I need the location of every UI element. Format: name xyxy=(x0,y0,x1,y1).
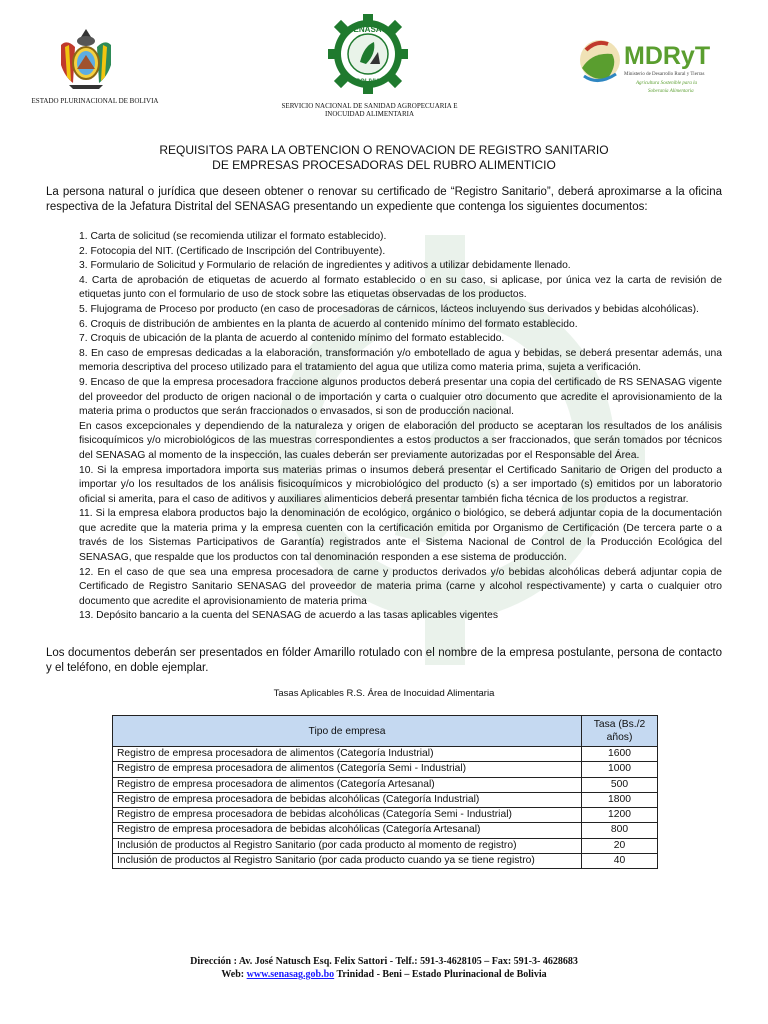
list-item: 4. Carta de aprobación de etiquetas de acuerdo al formato establecido o en su caso, si aplicase, por única vez la carta de revisión de etiquetas junto con el formulario de uso de stock sobre las etiquetas observadas de los productos. xyxy=(79,274,722,301)
table-row xyxy=(113,854,658,869)
list-item: 10. Si la empresa importadora importa sus materias primas o insumos deberá presentar el Certificado Sanitario de Origen del producto a importar y/o los resultados de los análisis fisicoquímicos y microbiológico del producto (s) a ser importado (s) emitidos por un laboratorio oficial si amerita, para el caso de aditivos y auxiliares alimenticios deberá presentar también ficha técnica de los productos a registrar. xyxy=(79,464,722,505)
mdryt-name: MDRyT xyxy=(624,42,711,70)
list-item: 8. En caso de empresas dedicadas a la elaboración, transformación y/o embotellado de agua y bebidas, se deberá presentar además, una memoria descriptiva del proceso utilizado para el tratamiento del agua que utiliza como materia prima, sujeta a verificación. xyxy=(79,347,722,374)
table-row xyxy=(113,777,658,792)
column-header-fee: Tasa (Bs./2 años) xyxy=(582,716,658,747)
table-caption: Tasas Aplicables R.S. Área de Inocuidad Alimentaria xyxy=(273,688,495,699)
document-title-line1: REQUISITOS PARA LA OBTENCION O RENOVACION DE REGISTRO SANITARIO xyxy=(159,143,609,157)
mdryt-ministry: Ministerio de Desarrollo Rural y Tierras xyxy=(624,72,705,77)
list-item: 11. Si la empresa elabora productos bajo la denominación de ecológico, orgánico o biológico, se deberá adjuntar copia de la documentación que acredite que la materia prima y la empresa cuenten con la certificación emitida por Organismo de Certificación (De tercera parte o a través de los Sistemas Participativos de Garantía) registrados ante el Sistema Nacional de Control de la Producción Ecológica del SENASAG, que respalde que los productos con tal denominación responden a ese sistema de producción. xyxy=(79,508,722,564)
document-header xyxy=(0,0,768,125)
cell-fee: 1800 xyxy=(582,792,658,807)
senasag-logo xyxy=(326,12,410,96)
cell-type: Inclusión de productos al Registro Sanitario (por cada producto al momento de registro) xyxy=(113,838,582,853)
list-item: En casos excepcionales y dependiendo de la naturaleza y origen de elaboración del producto se aceptaran los resultados de los análisis fisicoquímicos y/o microbiológicos de las muestras correspondientes a estos productos a ser fraccionados, que serán tomados por técnicos del SENASAG al momento de la inspección, las cuales deberán ser previamente autorizadas por el Responsable del Área. xyxy=(79,420,722,461)
mdryt-logo xyxy=(578,30,738,102)
mdryt-slogan-2: Soberanía Alimentaria xyxy=(648,89,694,94)
senasag-logo-text: SENASAG xyxy=(348,25,388,34)
cell-fee: 500 xyxy=(582,777,658,792)
state-caption: ESTADO PLURINACIONAL DE BOLIVIA xyxy=(31,97,159,105)
list-item: 2. Fotocopia del NIT. (Certificado de Inscripción del Contribuyente). xyxy=(79,245,386,257)
cell-type: Registro de empresa procesadora de alimentos (Categoría Industrial) xyxy=(113,747,582,762)
table-header-row xyxy=(113,716,658,747)
column-header-type: Tipo de empresa xyxy=(113,716,582,747)
list-item: 6. Croquis de distribución de ambientes en la planta de acuerdo al contenido mínimo del formato establecido. xyxy=(79,318,578,330)
document-title-line2: DE EMPRESAS PROCESADORAS DEL RUBRO ALIMENTICIO xyxy=(212,158,556,172)
footer-location: Trinidad - Beni – Estado Plurinacional de Bolivia xyxy=(334,969,547,980)
cell-fee: 20 xyxy=(582,838,658,853)
list-item: 13. Depósito bancario a la cuenta del SENASAG de acuerdo a las tasas aplicables vigentes xyxy=(79,610,498,622)
cell-type: Registro de empresa procesadora de alimentos (Categoría Artesanal) xyxy=(113,777,582,792)
intro-paragraph: La persona natural o jurídica que deseen obtener o renovar su certificado de “Registro Sanitario”, deberá aproximarse a la oficina respectiva de la Jefatura Distrital del SENASAG presentando un expediente que contenga los siguientes documentos: xyxy=(46,186,722,213)
footer-address: Dirección : Av. José Natusch Esq. Felix Sattori - Telf.: 591-3-4628105 – Fax: 591-3- 4628683 xyxy=(190,956,578,967)
website-link[interactable]: www.senasag.gob.bo xyxy=(246,969,335,980)
bolivia-coat-of-arms-icon xyxy=(55,25,117,93)
list-item: 3. Formulario de Solicitud y Formulario de relación de ingredientes y aditivos a utilizar debidamente llenado. xyxy=(79,260,571,272)
footer-web-label: Web: xyxy=(221,969,245,980)
senasag-caption-line1: SERVICIO NACIONAL DE SANIDAD AGROPECUARIA E xyxy=(281,102,458,110)
footer-web-line xyxy=(0,969,768,980)
senasag-caption xyxy=(262,102,477,118)
cell-fee: 1000 xyxy=(582,762,658,777)
table-row xyxy=(113,823,658,838)
list-item: 12. En el caso de que sea una empresa procesadora de carne y productos derivados y/o bebidas alcohólicas deberá adjuntar copia de Certificado de Registro Sanitario SENASAG del proveedor de materia prima (carne y alcohol respectivamente) y carta o cualquier otro documento que acredite el aprovisionamiento de materia prima xyxy=(79,566,722,607)
list-item: 1. Carta de solicitud (se recomienda utilizar el formato establecido). xyxy=(79,231,387,242)
requirements-list xyxy=(79,230,722,624)
fees-table xyxy=(112,715,658,869)
table-row xyxy=(113,808,658,823)
cell-type: Registro de empresa procesadora de alimentos (Categoría Semi - Industrial) xyxy=(113,762,582,777)
list-item: 9. Encaso de que la empresa procesadora fraccione algunos productos deberá presentar una copia del certificado de RS SENASAG vigente del proveedor del producto de origen nacional o de importación y carta o cualquier otro documento que acredite el aprovisionamiento de la materia prima o productos que serán fraccionados o envasados, si son de producción nacional. xyxy=(79,376,722,418)
cell-fee: 800 xyxy=(582,823,658,838)
cell-fee: 40 xyxy=(582,854,658,869)
cell-fee: 1600 xyxy=(582,747,658,762)
mdryt-slogan-1: Agricultura Sostenible para la xyxy=(636,81,697,86)
cell-type: Registro de empresa procesadora de bebidas alcohólicas (Categoría Industrial) xyxy=(113,792,582,807)
list-item: 7. Croquis de ubicación de la planta de acuerdo al contenido mínimo del formato establecido. xyxy=(79,333,505,345)
senasag-logo-country: BOLIVIA xyxy=(355,79,381,85)
table-row xyxy=(113,838,658,853)
table-row xyxy=(113,762,658,777)
closing-paragraph: Los documentos deberán ser presentados en fólder Amarillo rotulado con el nombre de la empresa postulante, persona de contacto y el teléfono, en doble ejemplar. xyxy=(46,647,722,674)
list-item: 5. Flujograma de Proceso por producto (en caso de procesadoras de cárnicos, lácteos incluyendo sus derivados y bebidas alcohólicas). xyxy=(79,303,699,315)
table-row xyxy=(113,792,658,807)
cell-type: Registro de empresa procesadora de bebidas alcohólicas (Categoría Semi - Industrial) xyxy=(113,808,582,823)
cell-fee: 1200 xyxy=(582,808,658,823)
cell-type: Inclusión de productos al Registro Sanitario (por cada producto cuando ya se tiene registro) xyxy=(113,854,582,869)
senasag-caption-line2: INOCUIDAD ALIMENTARIA xyxy=(324,110,415,118)
cell-type: Registro de empresa procesadora de bebidas alcohólicas (Categoría Artesanal) xyxy=(113,823,582,838)
table-row xyxy=(113,747,658,762)
